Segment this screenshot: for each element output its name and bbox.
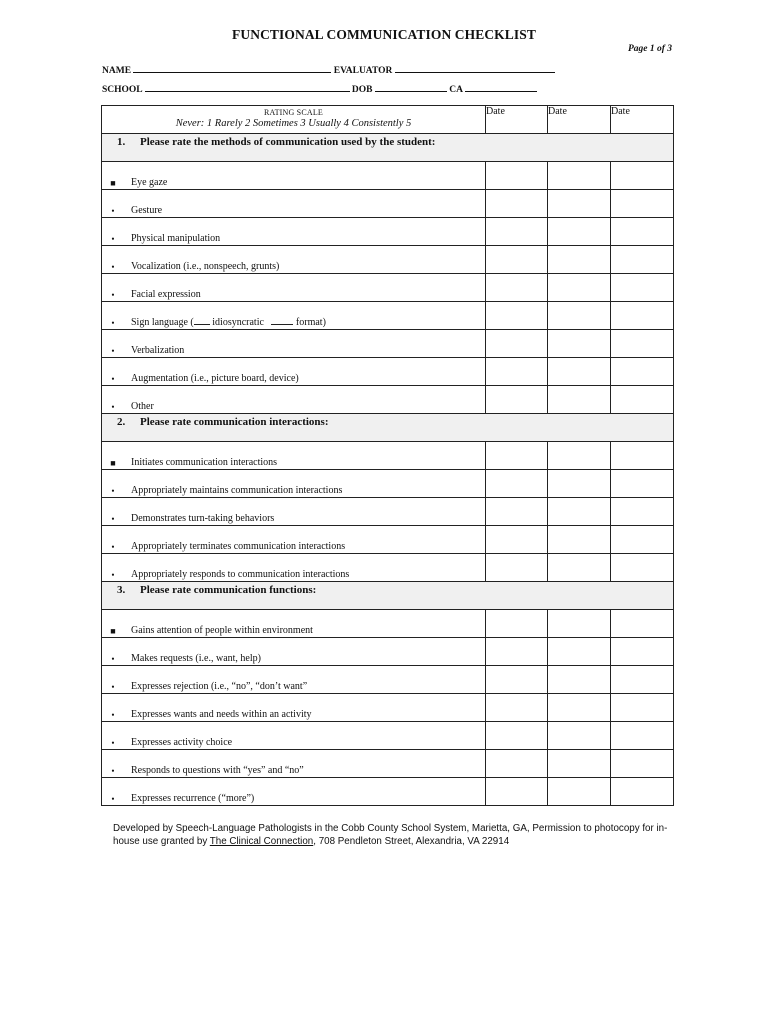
bullet-icon: • [111, 234, 115, 244]
name-label: NAME [102, 66, 132, 76]
rating-cell[interactable] [611, 190, 674, 218]
footer-note [113, 822, 683, 848]
rating-cell[interactable] [486, 498, 548, 526]
document-title: FUNCTIONAL COMMUNICATION CHECKLIST [232, 27, 536, 42]
section-number: 3. [117, 584, 126, 596]
item-label: Vocalization (i.e., nonspeech, grunts) [131, 261, 280, 272]
section-header-row [102, 414, 674, 442]
ca-field[interactable] [465, 82, 537, 92]
rating-cell[interactable] [486, 470, 548, 498]
date-header-2: Date [548, 106, 611, 134]
rating-cell[interactable] [548, 778, 611, 806]
item-label-cell [102, 638, 486, 666]
school-label: SCHOOL [102, 85, 143, 95]
rating-cell[interactable] [548, 302, 611, 330]
section-title-text: Please rate communication functions: [140, 584, 317, 596]
rating-cell[interactable] [486, 722, 548, 750]
school-field[interactable] [145, 82, 350, 92]
item-label: Makes requests (i.e., want, help) [131, 653, 261, 664]
rating-cell[interactable] [611, 610, 674, 638]
bullet-icon: • [111, 766, 115, 776]
checklist-item-row [102, 330, 674, 358]
checklist-item-row [102, 470, 674, 498]
bullet-icon: • [111, 794, 115, 804]
rating-cell[interactable] [611, 526, 674, 554]
checklist-item-row [102, 666, 674, 694]
checklist-item-row [102, 190, 674, 218]
item-label: Facial expression [131, 289, 201, 300]
rating-cell[interactable] [548, 218, 611, 246]
item-label-cell [102, 162, 486, 190]
rating-cell[interactable] [486, 442, 548, 470]
bullet-icon: • [111, 570, 115, 580]
checklist-item-row [102, 162, 674, 190]
rating-cell[interactable] [611, 218, 674, 246]
bullet-icon: • [111, 262, 115, 272]
rating-cell[interactable] [548, 638, 611, 666]
item-label-cell [102, 610, 486, 638]
checklist-item-row [102, 526, 674, 554]
idiosyncratic-blank[interactable] [194, 315, 210, 325]
rating-cell[interactable] [548, 526, 611, 554]
rating-cell[interactable] [486, 750, 548, 778]
item-label-part: idiosyncratic [209, 317, 267, 328]
rating-cell[interactable] [486, 638, 548, 666]
bullet-icon: • [111, 486, 115, 496]
section-title-text: Please rate communication interactions: [140, 416, 329, 428]
checklist-item-row [102, 302, 674, 330]
rating-cell[interactable] [548, 750, 611, 778]
page-number: Page 1 of 3 [627, 44, 672, 54]
bullet-icon: • [111, 346, 115, 356]
checklist-item-row [102, 694, 674, 722]
dob-label: DOB [351, 85, 373, 95]
header-fields-row-1 [102, 63, 555, 76]
checklist-table [101, 105, 674, 806]
checklist-item-row [102, 386, 674, 414]
rating-cell[interactable] [486, 302, 548, 330]
item-label-part: format) [293, 317, 326, 328]
rating-cell[interactable] [548, 274, 611, 302]
bullet-icon: • [111, 710, 115, 720]
checklist-item-row [102, 246, 674, 274]
rating-cell[interactable] [486, 218, 548, 246]
rating-cell[interactable] [548, 722, 611, 750]
checklist-item-row [102, 750, 674, 778]
checklist-item-row [102, 498, 674, 526]
section-heading [117, 136, 435, 148]
item-label-cell [102, 750, 486, 778]
rating-cell[interactable] [548, 666, 611, 694]
rating-cell[interactable] [548, 386, 611, 414]
name-field[interactable] [133, 63, 331, 73]
evaluator-label: EVALUATOR [333, 66, 393, 76]
rating-cell[interactable] [548, 330, 611, 358]
rating-cell[interactable] [486, 778, 548, 806]
rating-scale-cell [102, 106, 486, 134]
item-label: Physical manipulation [131, 233, 221, 244]
rating-cell[interactable] [548, 694, 611, 722]
section-number: 1. [117, 136, 126, 148]
checklist-item-row [102, 610, 674, 638]
checklist-item-row [102, 638, 674, 666]
bullet-icon: • [111, 738, 115, 748]
rating-cell[interactable] [486, 274, 548, 302]
item-label: Eye gaze [131, 177, 168, 188]
rating-cell[interactable] [611, 498, 674, 526]
item-label: Appropriately maintains communication interactions [131, 485, 343, 496]
evaluator-field[interactable] [395, 63, 555, 73]
rating-cell[interactable] [486, 190, 548, 218]
item-label: Expresses activity choice [131, 737, 233, 748]
item-label-cell [102, 330, 486, 358]
square-bullet-icon: ■ [110, 458, 116, 468]
bullet-icon: • [111, 654, 115, 664]
date-header-1: Date [486, 106, 548, 134]
item-label-cell [102, 498, 486, 526]
rating-cell[interactable] [611, 470, 674, 498]
checklist-item-row [102, 554, 674, 582]
item-label: Verbalization [131, 345, 185, 356]
rating-cell[interactable] [548, 498, 611, 526]
bullet-icon: • [111, 682, 115, 692]
checklist-item-row [102, 274, 674, 302]
rating-cell[interactable] [486, 386, 548, 414]
item-label: Responds to questions with “yes” and “no” [131, 765, 304, 776]
item-label-cell [102, 778, 486, 806]
section-number: 2. [117, 416, 126, 428]
rating-cell[interactable] [486, 666, 548, 694]
rating-cell[interactable] [611, 274, 674, 302]
section-title [102, 414, 674, 442]
rating-cell[interactable] [548, 190, 611, 218]
checklist-item-row [102, 218, 674, 246]
rating-cell[interactable] [611, 666, 674, 694]
item-label: Expresses rejection (i.e., “no”, “don’t want” [131, 681, 308, 692]
footer-text: Developed by Speech-Language Pathologists in the Cobb County School System, Marietta, GA, Permission to photocopy for in-house use granted by [113, 823, 668, 847]
rating-cell[interactable] [486, 526, 548, 554]
rating-cell[interactable] [486, 694, 548, 722]
bullet-icon: • [111, 318, 115, 328]
section-heading [117, 584, 316, 596]
checklist-item-row [102, 778, 674, 806]
item-label: Appropriately responds to communication interactions [131, 569, 350, 580]
rating-cell[interactable] [548, 470, 611, 498]
section-title [102, 134, 674, 162]
format-blank[interactable] [271, 315, 293, 325]
checklist-item-row [102, 722, 674, 750]
section-header-row [102, 582, 674, 610]
bullet-icon: • [111, 514, 115, 524]
rating-cell[interactable] [486, 358, 548, 386]
item-label: Augmentation (i.e., picture board, device) [131, 373, 299, 384]
square-bullet-icon: ■ [110, 178, 116, 188]
item-label: Appropriately terminates communication interactions [131, 541, 346, 552]
rating-cell[interactable] [611, 750, 674, 778]
section-header-row [102, 134, 674, 162]
item-label-cell [102, 694, 486, 722]
item-label [131, 315, 326, 328]
rating-cell[interactable] [611, 162, 674, 190]
rating-cell[interactable] [611, 778, 674, 806]
rating-cell[interactable] [611, 302, 674, 330]
bullet-icon: • [111, 290, 115, 300]
item-label: Demonstrates turn-taking behaviors [131, 513, 275, 524]
rating-cell[interactable] [548, 442, 611, 470]
item-label-cell [102, 442, 486, 470]
rating-cell[interactable] [611, 246, 674, 274]
dob-field[interactable] [375, 82, 447, 92]
rating-scale-items: Never: 1 Rarely 2 Sometimes 3 Usually 4 Consistently 5 [175, 118, 412, 129]
section-heading [117, 416, 328, 428]
rating-cell[interactable] [611, 694, 674, 722]
rating-cell[interactable] [611, 386, 674, 414]
item-label-cell [102, 190, 486, 218]
header-fields-row-2 [102, 82, 537, 95]
rating-cell[interactable] [548, 610, 611, 638]
item-label: Gesture [131, 205, 163, 216]
ca-label: CA [449, 85, 463, 95]
bullet-icon: • [111, 542, 115, 552]
rating-cell[interactable] [548, 358, 611, 386]
item-label: Expresses wants and needs within an activity [131, 709, 312, 720]
item-label-cell [102, 274, 486, 302]
rating-cell[interactable] [548, 246, 611, 274]
square-bullet-icon: ■ [110, 626, 116, 636]
bullet-icon: • [111, 206, 115, 216]
item-label-cell [102, 526, 486, 554]
item-label-cell [102, 470, 486, 498]
rating-cell[interactable] [611, 722, 674, 750]
item-label-cell [102, 554, 486, 582]
item-label-cell [102, 386, 486, 414]
rating-cell[interactable] [486, 554, 548, 582]
item-label-cell [102, 218, 486, 246]
checklist-item-row [102, 358, 674, 386]
footer-address: , 708 Pendleton Street, Alexandria, VA 22914 [313, 836, 510, 847]
section-title [102, 582, 674, 610]
rating-cell[interactable] [486, 246, 548, 274]
item-label-cell [102, 722, 486, 750]
rating-cell[interactable] [611, 358, 674, 386]
rating-cell[interactable] [548, 162, 611, 190]
rating-cell[interactable] [611, 638, 674, 666]
item-label-cell [102, 358, 486, 386]
item-label-cell [102, 302, 486, 330]
rating-cell[interactable] [486, 330, 548, 358]
bullet-icon: • [111, 402, 115, 412]
item-label: Expresses recurrence (“more”) [131, 793, 255, 804]
item-label-part: Sign language ( [131, 317, 194, 328]
table-header-row [102, 106, 674, 134]
rating-cell[interactable] [486, 610, 548, 638]
rating-cell[interactable] [611, 554, 674, 582]
checklist-item-row [102, 442, 674, 470]
item-label: Gains attention of people within environment [131, 625, 313, 636]
item-label: Initiates communication interactions [131, 457, 278, 468]
rating-cell[interactable] [548, 554, 611, 582]
rating-cell[interactable] [486, 162, 548, 190]
rating-cell[interactable] [611, 442, 674, 470]
rating-cell[interactable] [611, 330, 674, 358]
footer-link[interactable]: The Clinical Connection [209, 836, 314, 847]
rating-scale-heading: RATING SCALE [263, 108, 324, 117]
date-header-3: Date [611, 106, 674, 134]
section-title-text: Please rate the methods of communication used by the student: [140, 136, 436, 148]
item-label: Other [131, 401, 154, 412]
item-label-cell [102, 666, 486, 694]
bullet-icon: • [111, 374, 115, 384]
item-label-cell [102, 246, 486, 274]
